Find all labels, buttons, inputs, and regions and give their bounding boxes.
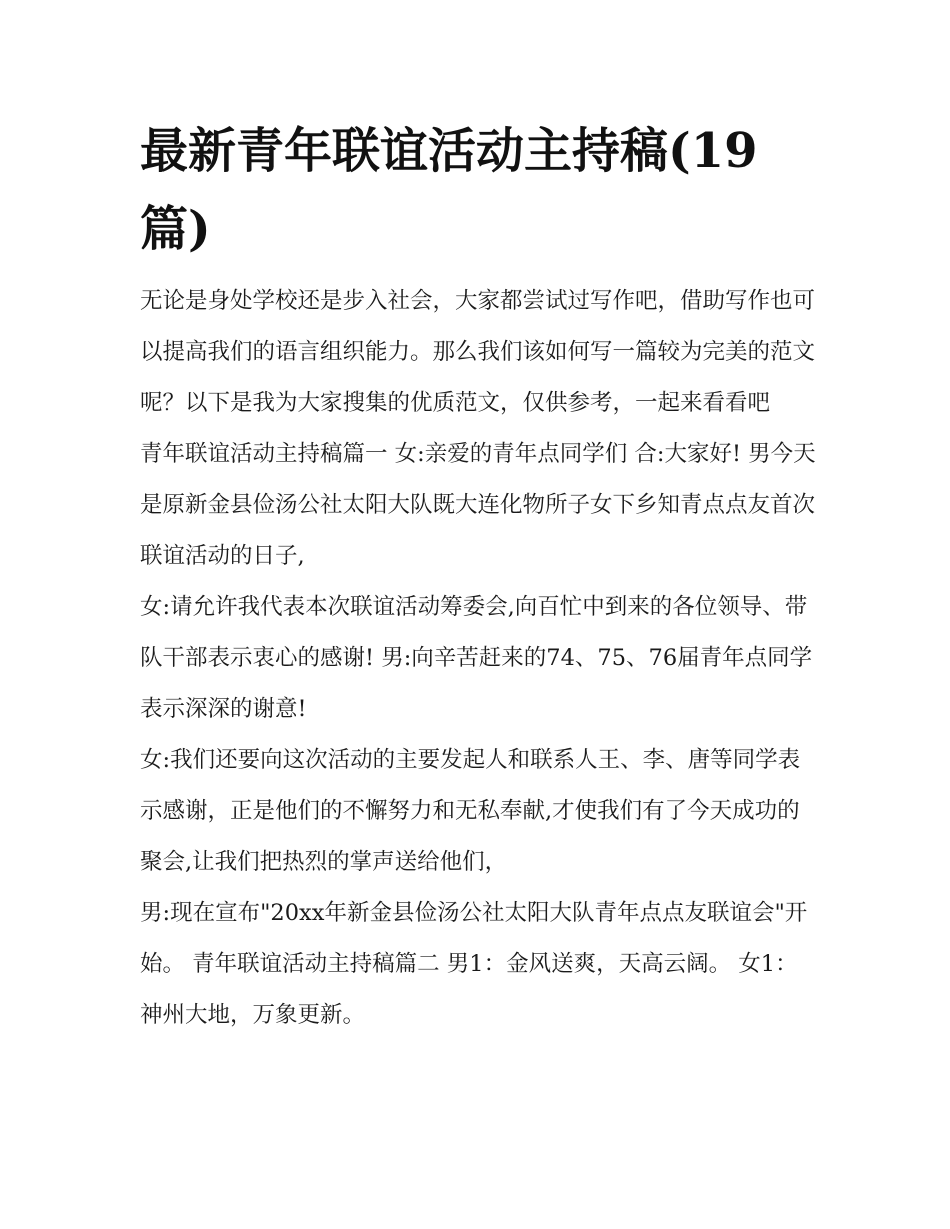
- document-title: 最新青年联谊活动主持稿(19篇): [140, 123, 758, 257]
- paragraph-thanks-organizers: 女:我们还要向这次活动的主要发起人和联系人王、李、唐等同学表示感谢，正是他们的不懈努力和无私奉献,才使我们有了今天成功的聚会,让我们把热烈的掌声送给他们，: [140, 747, 801, 875]
- document-body: [140, 276, 820, 1041]
- paragraph-announcement: 男:现在宣布"20xx年新金县俭汤公社太阳大队青年点点友联谊会"开始。 青年联谊活动主持稿篇二 男1：金风送爽，天高云阔。 女1：神州大地，万象更新。: [140, 900, 808, 1028]
- paragraph-opening: 青年联谊活动主持稿篇一 女:亲爱的青年点同学们 合:大家好! 男今天是原新金县俭汤公社太阳大队既大连化物所子女下乡知青点点友首次联谊活动的日子,: [140, 441, 816, 569]
- paragraph-intro: 无论是身处学校还是步入社会，大家都尝试过写作吧，借助写作也可以提高我们的语言组织能力。那么我们该如何写一篇较为完美的范文呢？以下是我为大家搜集的优质范文，仅供参考，一起来看看吧: [140, 288, 816, 416]
- paragraph-thanks-leaders: 女:请允许我代表本次联谊活动筹委会,向百忙中到来的各位领导、带队干部表示衷心的感谢! 男:向辛苦赶来的74、75、76届青年点同学表示深深的谢意!: [140, 594, 813, 722]
